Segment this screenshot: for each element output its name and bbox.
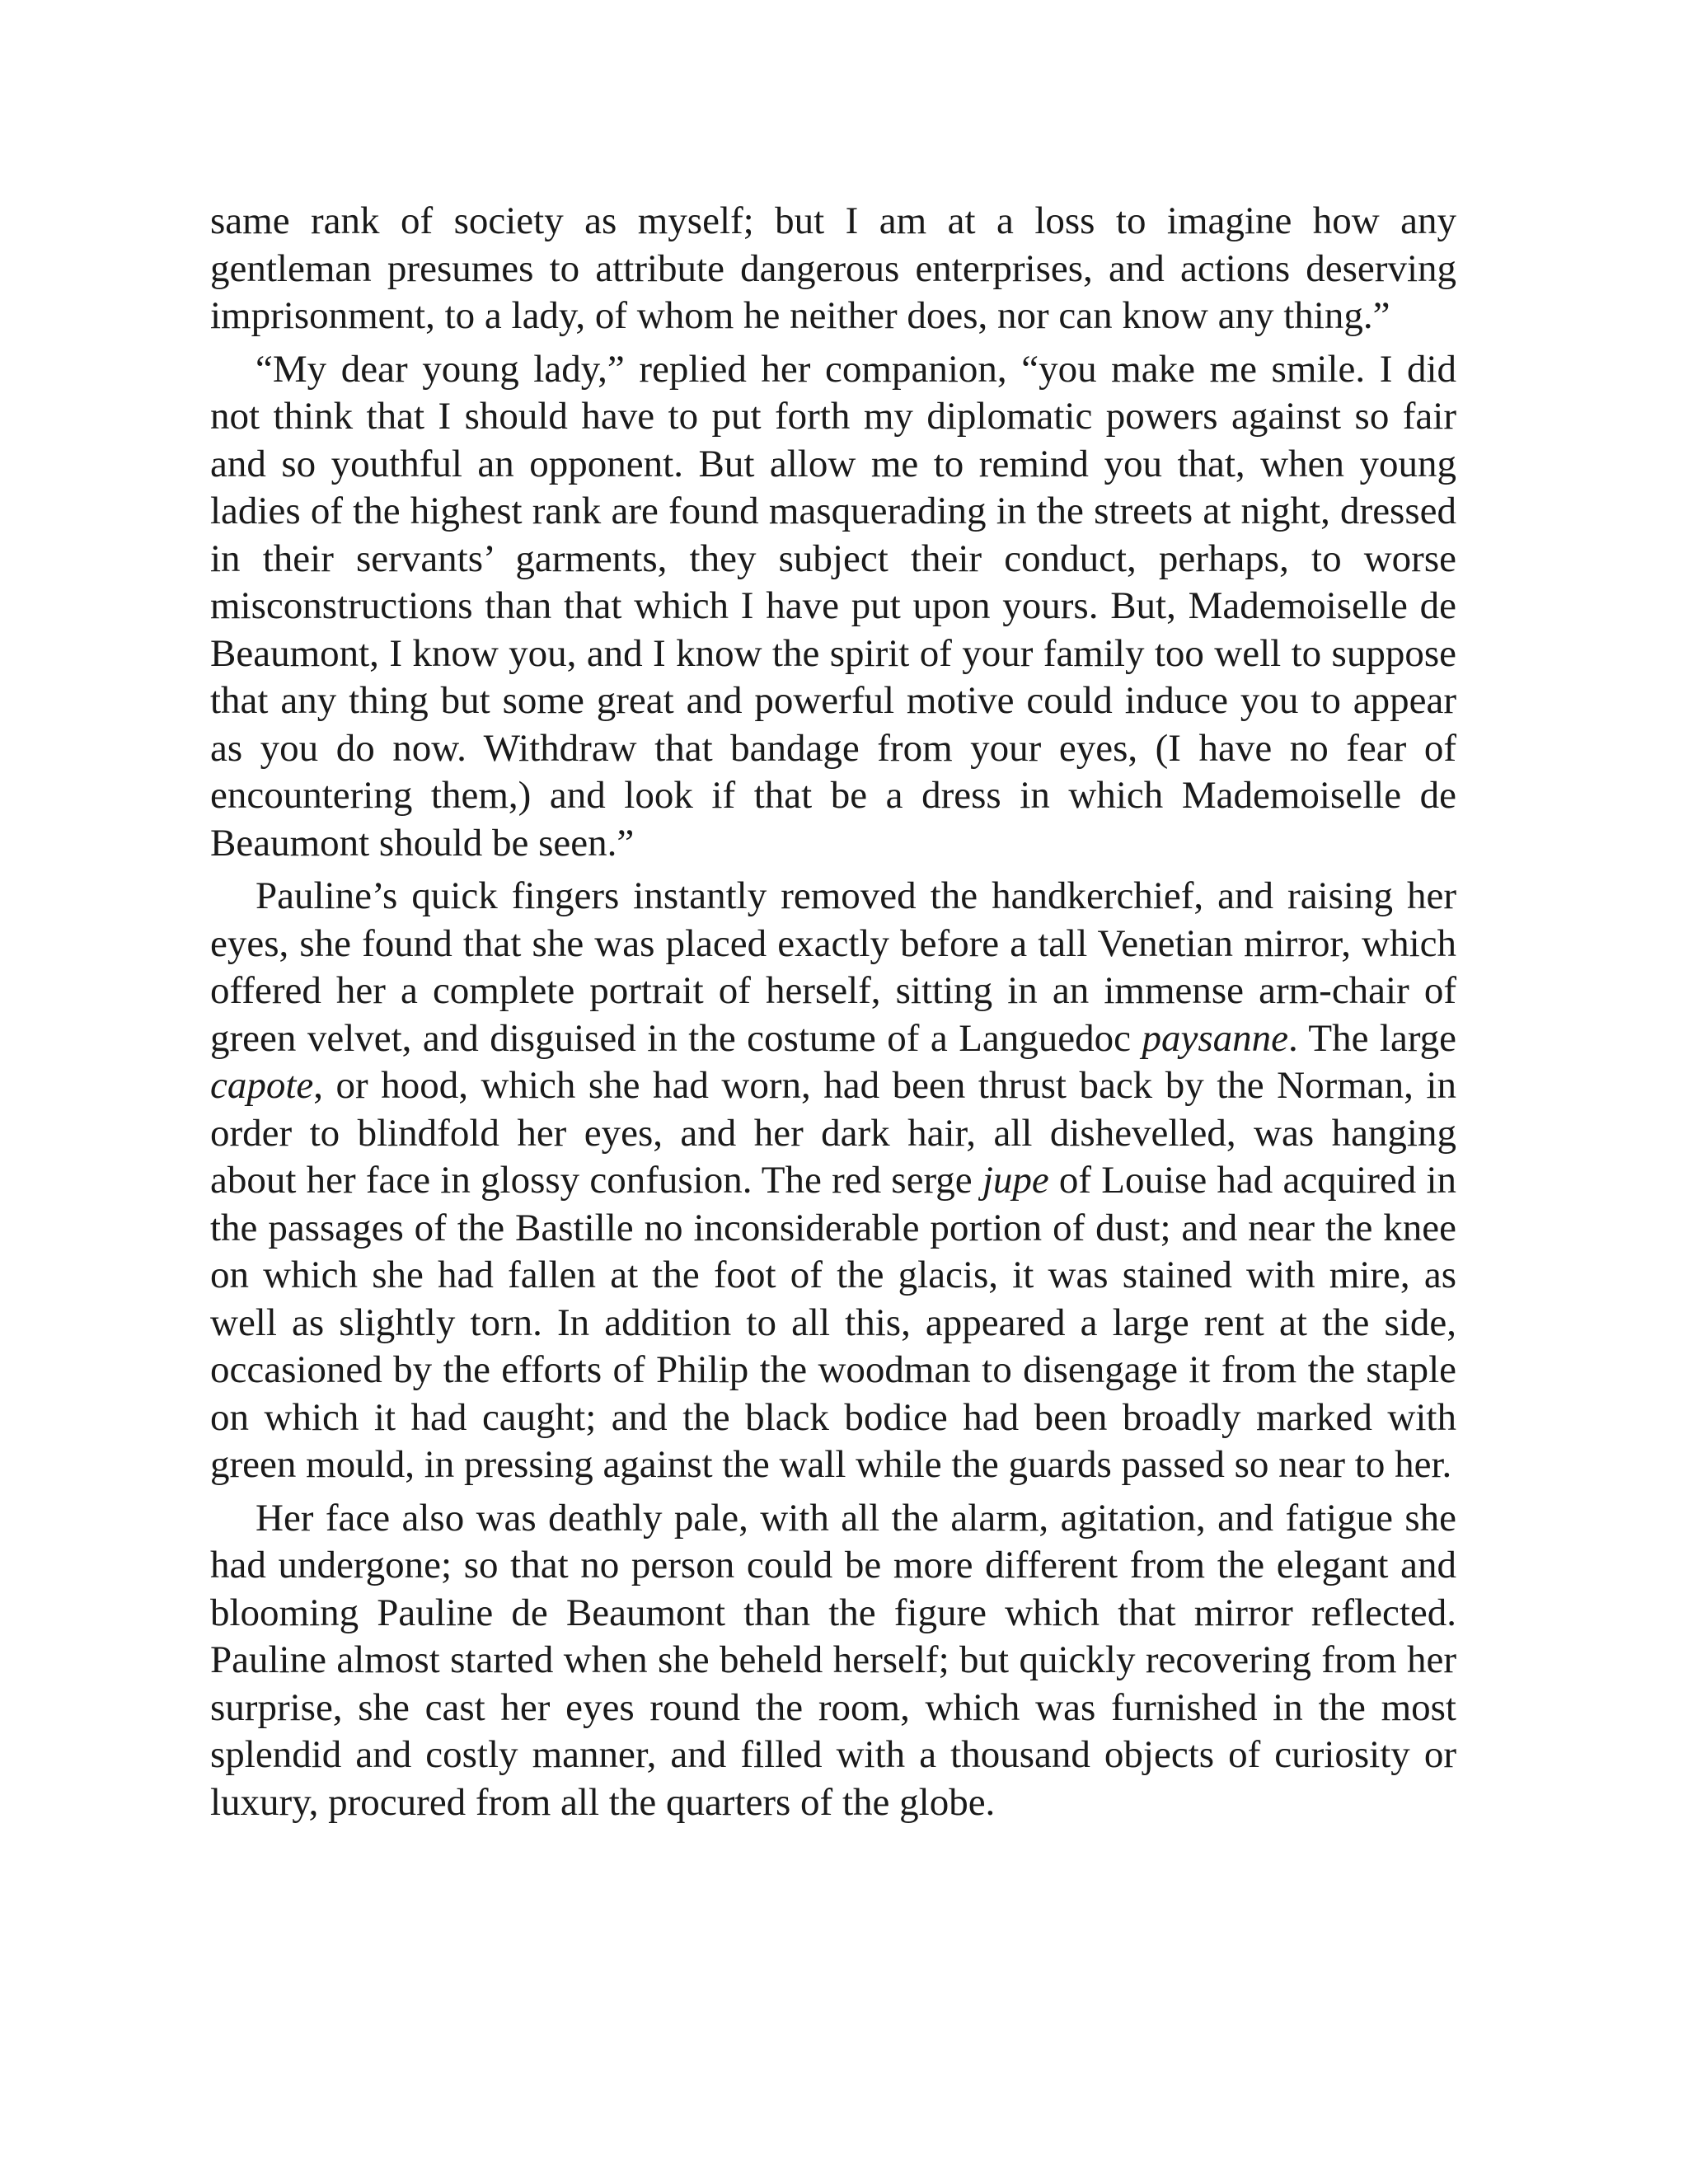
paragraph-2-text: “My dear young lady,” replied her companion, “you make me smile. I did not think that I should have to put forth my diplomatic powers against so fair and so youthful an opponent. But allow me to remind you that, when young ladies of the highest rank are found masquerading in the streets at night, dressed in their servants’ garments, they subject their conduct, perhaps, to worse misconstructions than that which I have put upon yours. But, Mademoiselle de Beaumont, I know you, and I know the spirit of your family too well to suppose that any thing but some great and powerful motive could induce you to appear as you do now. Withdraw that bandage from your eyes, (I have no fear of encountering them,) and look if that be a dress in which Mademoiselle de Beaumont should be seen.” xyxy=(210,347,1456,865)
paragraph-4-text: Her face also was deathly pale, with all the alarm, agitation, and fatigue she had undergone; so that no person could be more different from the elegant and blooming Pauline de Beaumont than the figure which that mirror reflected. Pauline almost started when she beheld herself; but quickly recovering from her surprise, she cast her eyes round the room, which was furnished in the most splendid and costly manner, and filled with a thousand objects of curiosity or luxury, procured from all the quarters of the globe. xyxy=(210,1496,1456,1824)
paragraph-3 xyxy=(210,873,1456,1489)
paragraph-3-text: . The large xyxy=(1288,1016,1456,1060)
paragraph-4 xyxy=(210,1495,1456,1827)
paragraph-3-text: , or hood, which she had worn, had been thrust back by the Norman, in order to blindfold her eyes, and her dark hair, all dishevelled, was hanging about her face in glossy confusion. The red serge xyxy=(210,1064,1456,1202)
italic-term-jupe: jupe xyxy=(982,1159,1049,1202)
paragraph-2 xyxy=(210,346,1456,868)
italic-term-paysanne: paysanne xyxy=(1142,1016,1288,1060)
page-body xyxy=(210,198,1456,1832)
paragraph-3-text: of Louise had acquired in the passages of the Bastille no inconsiderable portion of dust; and near the knee on which she had fallen at the foot of the glacis, it was stained with mire, as well as slightly torn. In addition to all this, appeared a large rent at the side, occasioned by the efforts of Philip the woodman to disengage it from the staple on which it had caught; and the black bodice had been broadly marked with green mould, in pressing against the wall while the guards passed so near to her. xyxy=(210,1159,1457,1486)
italic-term-capote: capote xyxy=(210,1064,314,1107)
paragraph-1-text: same rank of society as myself; but I am at a loss to imagine how any gentleman presumes to attribute dangerous enterprises, and actions deserving imprisonment, to a lady, of whom he neither does, nor can know any thing.” xyxy=(210,199,1456,337)
paragraph-1 xyxy=(210,198,1456,340)
paragraph-3-text: Pauline’s quick fingers instantly removed the handkerchief, and raising her eyes, she found that she was placed exactly before a tall Venetian mirror, which offered her a complete portrait of herself, sitting in an immense arm-chair of green velvet, and disguised in the costume of a Languedoc xyxy=(210,874,1456,1060)
